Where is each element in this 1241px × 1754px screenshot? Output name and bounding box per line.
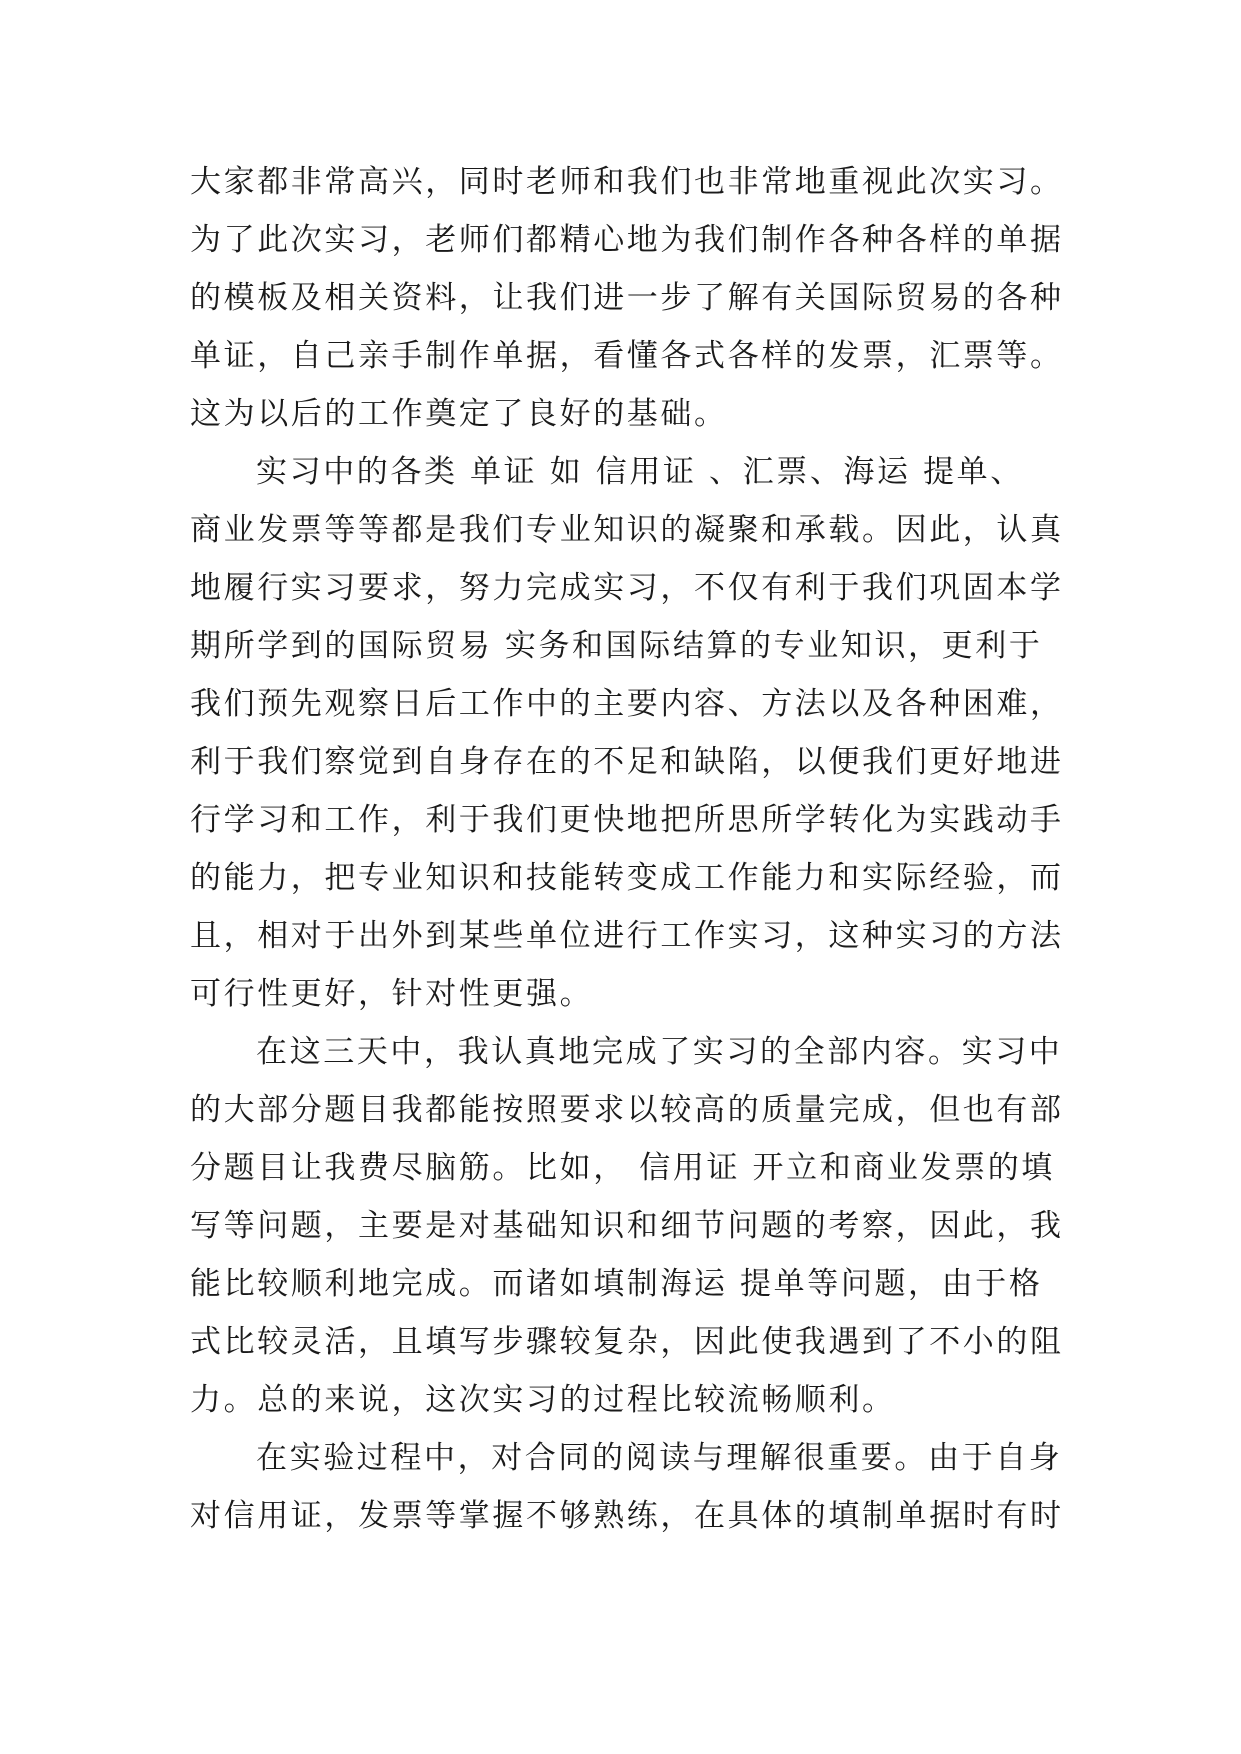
text-line: 写等问题，主要是对基础知识和细节问题的考察，因此，我 xyxy=(190,1208,1064,1244)
text-line: 为了此次实习，老师们都精心地为我们制作各种各样的单据 xyxy=(190,222,1064,258)
text-line: 的能力，把专业知识和技能转变成工作能力和实际经验，而 xyxy=(190,860,1064,896)
text-line: 且，相对于出外到某些单位进行工作实习，这种实习的方法 xyxy=(190,918,1064,954)
text-line: 行学习和工作，利于我们更快地把所思所学转化为实践动手 xyxy=(190,802,1064,838)
text-line: 的大部分题目我都能按照要求以较高的质量完成，但也有部 xyxy=(190,1092,1064,1128)
text-line: 的模板及相关资料，让我们进一步了解有关国际贸易的各种 xyxy=(190,280,1064,316)
text-line: 利于我们察觉到自身存在的不足和缺陷，以便我们更好地进 xyxy=(190,744,1064,780)
text-line: 可行性更好，针对性更强。 xyxy=(190,976,594,1012)
text-line: 对信用证，发票等掌握不够熟练，在具体的填制单据时有时 xyxy=(190,1498,1064,1534)
text-line: 我们预先观察日后工作中的主要内容、方法以及各种困难， xyxy=(190,686,1064,722)
text-line: 地履行实习要求，努力完成实习，不仅有利于我们巩固本学 xyxy=(190,570,1064,606)
text-line: 分题目让我费尽脑筋。比如， 信用证 开立和商业发票的填 xyxy=(190,1150,1055,1186)
text-line: 这为以后的工作奠定了良好的基础。 xyxy=(190,396,728,432)
text-line: 力。总的来说，这次实习的过程比较流畅顺利。 xyxy=(190,1382,896,1418)
text-line: 商业发票等等都是我们专业知识的凝聚和承载。因此，认真 xyxy=(190,512,1064,548)
text-line: 期所学到的国际贸易 实务和国际结算的专业知识，更利于 xyxy=(190,628,1043,664)
text-line: 式比较灵活，且填写步骤较复杂，因此使我遇到了不小的阻 xyxy=(190,1324,1064,1360)
text-line: 单证，自己亲手制作单据，看懂各式各样的发票，汇票等。 xyxy=(190,338,1064,374)
body-text xyxy=(190,153,1064,1545)
paragraph-start-line: 在实验过程中，对合同的阅读与理解很重要。由于自身 xyxy=(256,1440,1063,1476)
paragraph-start-line: 在这三天中，我认真地完成了实习的全部内容。实习中 xyxy=(256,1034,1063,1070)
text-line: 能比较顺利地完成。而诸如填制海运 提单等问题，由于格 xyxy=(190,1266,1043,1302)
text-line: 大家都非常高兴，同时老师和我们也非常地重视此次实习。 xyxy=(190,164,1064,200)
paragraph-start-line: 实习中的各类 单证 如 信用证 、汇票、海运 提单、 xyxy=(256,454,1024,490)
